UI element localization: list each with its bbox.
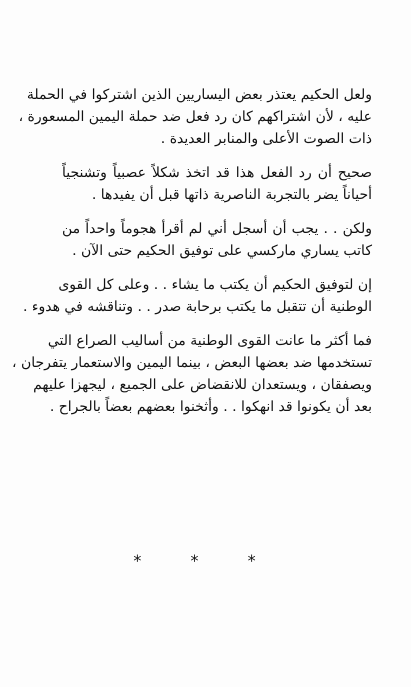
text-line: تستخدمها ضد بعضها البعض ، بينما اليمين والاستعمار يتفرجان ، xyxy=(12,355,372,371)
paragraph-4 xyxy=(22,274,372,318)
text-line: الوطنية أن تتقبل ما يكتب برحابة صدر . . وتناقشه في هدوء . xyxy=(22,299,372,315)
section-separator: * * * xyxy=(133,551,278,570)
text-line: بعد أن يكونوا قد انهكوا . . وأثخنوا بعضهم بعضاً بالجراح . xyxy=(49,399,372,415)
text-line: ولكن . . يجب أن أسجل أني لم أقرأ هجوماً واحداً من xyxy=(62,221,372,237)
paragraph-5 xyxy=(12,330,372,418)
paragraph-1 xyxy=(18,84,372,150)
text-line: ذات الصوت الأعلى والمنابر العديدة . xyxy=(160,131,372,147)
text-line: ويصفقان ، ويستعدان للانقضاض على الجميع ، ليجهزا عليهم xyxy=(33,377,372,393)
text-line: عليه ، لأن اشتراكهم كان رد فعل ضد حملة اليمين المسعورة ، xyxy=(18,109,372,125)
text-line: إن لتوفيق الحكيم أن يكتب ما يشاء . . وعلى كل القوى xyxy=(58,277,372,293)
paragraph-2 xyxy=(62,162,372,206)
text-line: فما أكثر ما عانت القوى الوطنية من أساليب الصراع التي xyxy=(47,333,372,349)
text-line: ولعل الحكيم يعتذر بعض اليساريين الذين اشتركوا في الحملة xyxy=(26,87,372,103)
page-body-text xyxy=(12,84,372,430)
text-line: كاتب يساري ماركسي على توفيق الحكيم حتى الآن . xyxy=(72,243,372,259)
paragraph-3 xyxy=(62,218,372,262)
text-line: أحياناً يضر بالتجربة الناصرية ذاتها قبل أن يفيدها . xyxy=(91,187,372,203)
text-line: صحيح أن رد الفعل هذا قد اتخذ شكلاً عصبياً وتشنجياً xyxy=(62,165,372,181)
